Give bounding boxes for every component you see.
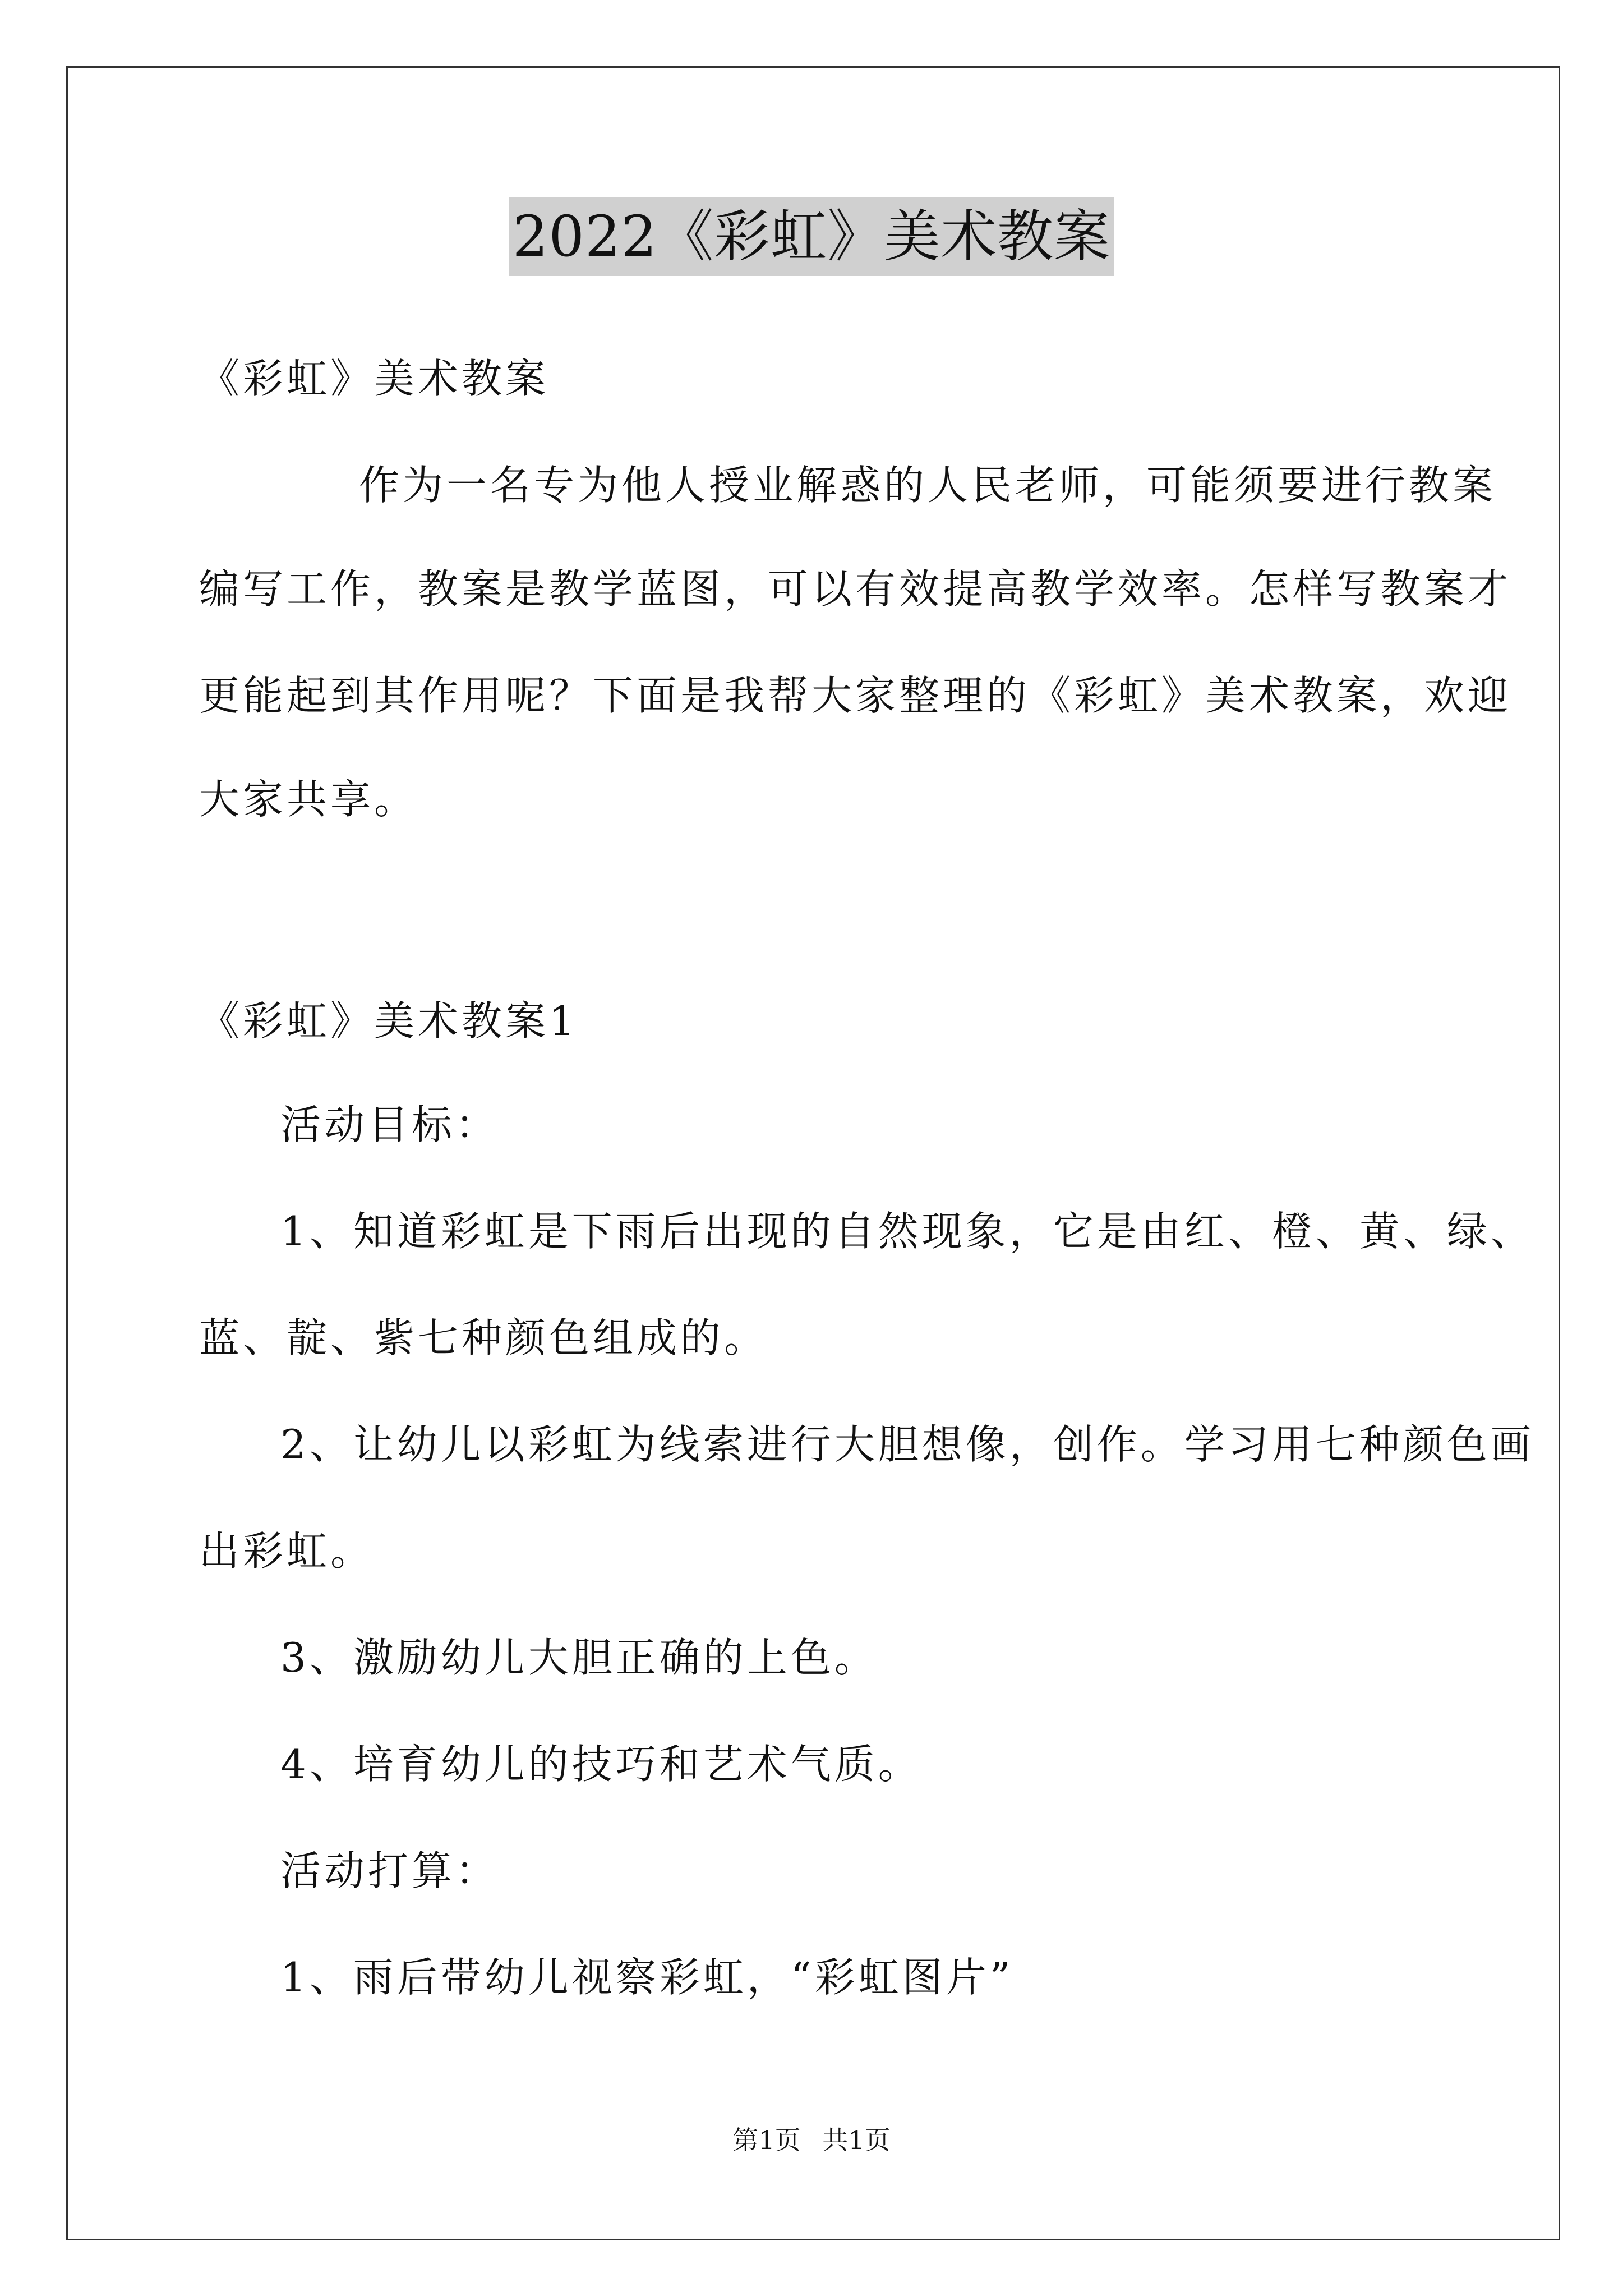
- goal-2-line-2: 出彩虹。: [199, 1527, 375, 1575]
- goal-heading: 活动目标：: [280, 1101, 500, 1148]
- prep-1-line: 1、雨后带幼儿视察彩虹，“彩虹图片”: [280, 1954, 1014, 2001]
- page-number: 第1页: [732, 2125, 801, 2155]
- title-container: [0, 197, 1623, 276]
- page-total: 共1页: [822, 2125, 891, 2155]
- intro-line-1: 作为一名专为他人授业解惑的人民老师，可能须要进行教案: [359, 462, 1497, 509]
- goal-1-line-1: 1、知道彩虹是下雨后出现的自然现象，它是由红、橙、黄、绿、: [280, 1208, 1534, 1255]
- goal-4-line: 4、培育幼儿的技巧和艺术气质。: [280, 1741, 922, 1788]
- page-footer: [0, 2123, 1623, 2157]
- intro-line-3: 更能起到其作用呢？下面是我帮大家整理的《彩虹》美术教案，欢迎: [199, 672, 1512, 719]
- goal-1-line-2: 蓝、靛、紫七种颜色组成的。: [199, 1314, 768, 1361]
- intro-line-2: 编写工作，教案是教学蓝图，可以有效提高教学效率。怎样写教案才: [199, 565, 1512, 613]
- goal-2-line-1: 2、让幼儿以彩虹为线索进行大胆想像，创作。学习用七种颜色画: [280, 1421, 1534, 1468]
- prep-heading: 活动打算：: [280, 1847, 500, 1894]
- subtitle-line: 《彩虹》美术教案: [199, 355, 550, 402]
- section-heading: 《彩虹》美术教案1: [199, 997, 578, 1045]
- intro-line-4: 大家共享。: [199, 776, 418, 823]
- goal-3-line: 3、激励幼儿大胆正确的上色。: [280, 1634, 878, 1681]
- document-title: 2022《彩虹》美术教案: [509, 197, 1114, 276]
